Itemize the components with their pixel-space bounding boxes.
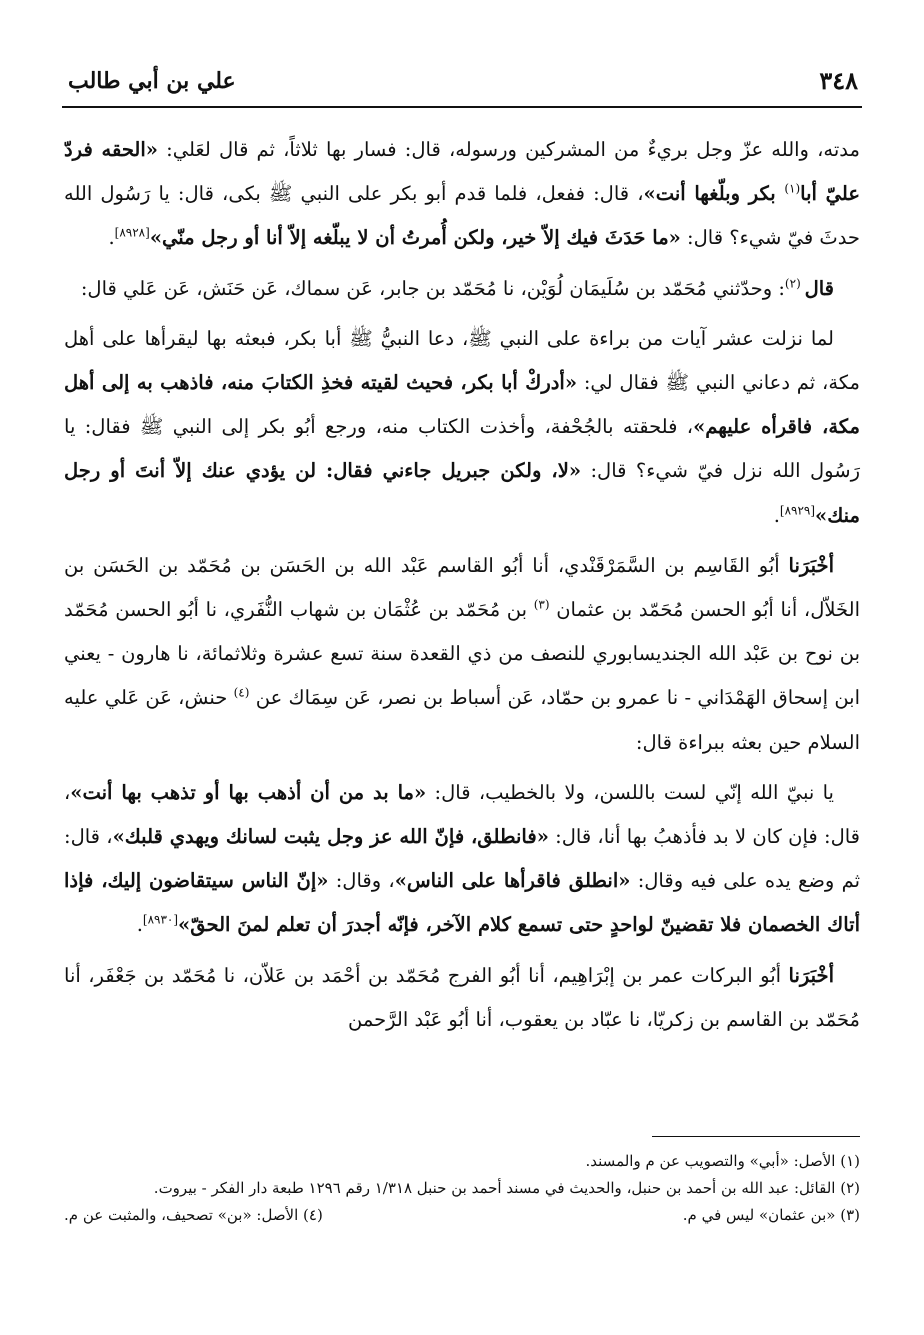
text-run: بن مُحَمّد بن عُثْمَان بن شهاب النُّفَري، نا أبُو الحسن مُحَمّد بن نوح بن عَبْد الله الجنديسابوري للنصف من ذي القعدة سنة تسع عشرة وثلاثمائة، نا هارون - يعني ابن إسحاق الهَمْدَاني - نا عمرو بن حمّاد، عَن أسباط بن نصر، عَن سِمَاك عن: [64, 598, 861, 710]
reference-mark: [٨٩٢٨]: [114, 225, 150, 240]
bold-text: بكر وبلّغها أنت»: [643, 182, 785, 206]
page-header: [62, 62, 862, 108]
text-run: مدته، والله عزّ وجل بريءٌ من المشركين ورسوله، قال: فسار بها ثلاثاً، ثم قال لعَلي:: [157, 138, 860, 161]
paragraph: [64, 544, 860, 765]
paragraph: [64, 267, 860, 311]
reference-mark: (٣): [533, 597, 550, 612]
reference-mark: [٨٩٢٩]: [779, 503, 816, 518]
bold-text: «ما حَدَثَ فيك إلاّ خير، ولكن أُمرتُ أن لا يبلّغه إلاّ أنا أو رجل منّي»: [149, 226, 681, 250]
text-run: .: [773, 503, 780, 527]
text-run: .: [136, 913, 143, 937]
text-run: .: [108, 226, 115, 250]
bold-text: «فانطلق، فإنّ الله عز وجل يثبت لسانك ويهدي قلبك»: [112, 825, 549, 849]
bold-text: أخْبَرَنا: [788, 553, 834, 577]
page-number: ٣٤٨: [819, 66, 858, 95]
paragraph: [64, 128, 860, 261]
text-run: أبُو البركات عمر بن إبْرَاهِيم، أنا أبُو الفرج مُحَمّد بن أحْمَد بن عَلاّن، نا مُحَمّد بن جَعْفَر، أنا مُحَمّد بن القاسم بن زكريّا، نا عبّاد بن يعقوب، أنا أبُو عَبْد الرَّحمن: [64, 963, 860, 1031]
reference-mark: [٨٩٣٠]: [142, 912, 179, 927]
text-run: ، قال: ففعل، فلما قدم أبو بكر على النبي ﷺ بكى، قال: يا رَسُول الله حدثَ فيّ شيء؟ قال:: [64, 182, 860, 250]
reference-mark: (٤): [233, 685, 250, 700]
footnotes: [64, 1148, 860, 1229]
footnote-divider: [652, 1136, 860, 1137]
footnote-3: (٣) «بن عثمان» ليس في م.: [682, 1206, 860, 1224]
bold-text: «ما بد من أن أذهب بها أو تذهب بها أنت»: [70, 780, 427, 804]
running-title: علي بن أبي طالب: [68, 68, 236, 94]
paragraph: [64, 954, 860, 1042]
paragraph: [64, 317, 860, 538]
bold-text: قال: [804, 276, 834, 300]
text-run: لما نزلت عشر آيات من براءة على النبي ﷺ، دعا النبيُّ ﷺ أبا بكر، فبعثه بها ليقرأها على أهل مكة، ثم دعاني النبي ﷺ فقال لي:: [64, 326, 860, 395]
text-run: ، قال: فإن كان لا بد فأذهبُ بها أنا، قال:: [64, 780, 861, 849]
footnote-2: (٢) القائل: عبد الله بن أحمد بن حنبل، والحديث في مسند أحمد بن حنبل ١/٣١٨ رقم ١٢٩٦ طبعة دار الفكر - بيروت.: [153, 1179, 860, 1197]
bold-text: «إنّ الناس سيتقاضون إليك، فإذا أتاك الخصمان فلا تقضينّ لواحدٍ حتى تسمع كلام الآخر، فإنّه أجدرَ أن تعلم لمنَ الحقّ»: [64, 869, 860, 937]
footnote-row: [64, 1202, 860, 1229]
main-text: [64, 128, 860, 1048]
bold-text: «لا، ولكن جبريل جاءني فقال: لن يؤدي عنك إلاّ أنتَ أو رجل منك»: [64, 459, 860, 527]
paragraph: [64, 771, 860, 948]
bold-text: «أدركْ أبا بكر، فحيث لقيته فخذِ الكتابَ منه، فاذهب به إلى أهل مكة، فاقرأه عليهم»: [64, 371, 860, 439]
text-run: ، وقال:: [328, 869, 395, 893]
text-run: ، فلحقته بالجُحْفة، وأخذت الكتاب منه، ورجع أبُو بكر إلى النبي ﷺ فقال: يا رَسُول الله نزل فيّ شيء؟ قال:: [64, 415, 861, 483]
text-run: : وحدّثني مُحَمّد بن سُلَيمَان لُوَيْن، نا مُحَمّد بن جابر، عَن سماك، عَن حَنَش، عَن عَلي قال:: [80, 276, 785, 300]
reference-mark: (٢): [784, 276, 805, 291]
bold-text: «الحقه فردّ عليّ أبا: [64, 138, 860, 206]
text-run: حنش، عَن عَلي عليه السلام حين بعثه ببراءة قال:: [64, 686, 860, 754]
footnote-4: (٤) الأصل: «بن» تصحيف، والمثبت عن م.: [64, 1206, 323, 1224]
footnote-1: (١) الأصل: «أبي» والتصويب عن م والمسند.: [585, 1152, 860, 1170]
text-run: يا نبيّ الله إنّي لست باللسن، ولا بالخطيب، قال:: [426, 780, 834, 804]
bold-text: أخْبَرَنا: [788, 963, 834, 987]
bold-text: «انطلق فاقرأها على الناس»: [394, 869, 631, 893]
reference-mark: (١): [784, 181, 801, 196]
text-run: أبُو القَاسِم بن السَّمَرْقَنْدي، أنا أبُو القاسم عَبْد الله بن الحَسَن بن مُحَمّد بن الحَسَن بن الخَلاّل، أنا أبُو الحسن مُحَمّد بن عثمان: [64, 553, 860, 622]
text-run: ، قال: ثم وضع يده على فيه وقال:: [64, 825, 860, 893]
